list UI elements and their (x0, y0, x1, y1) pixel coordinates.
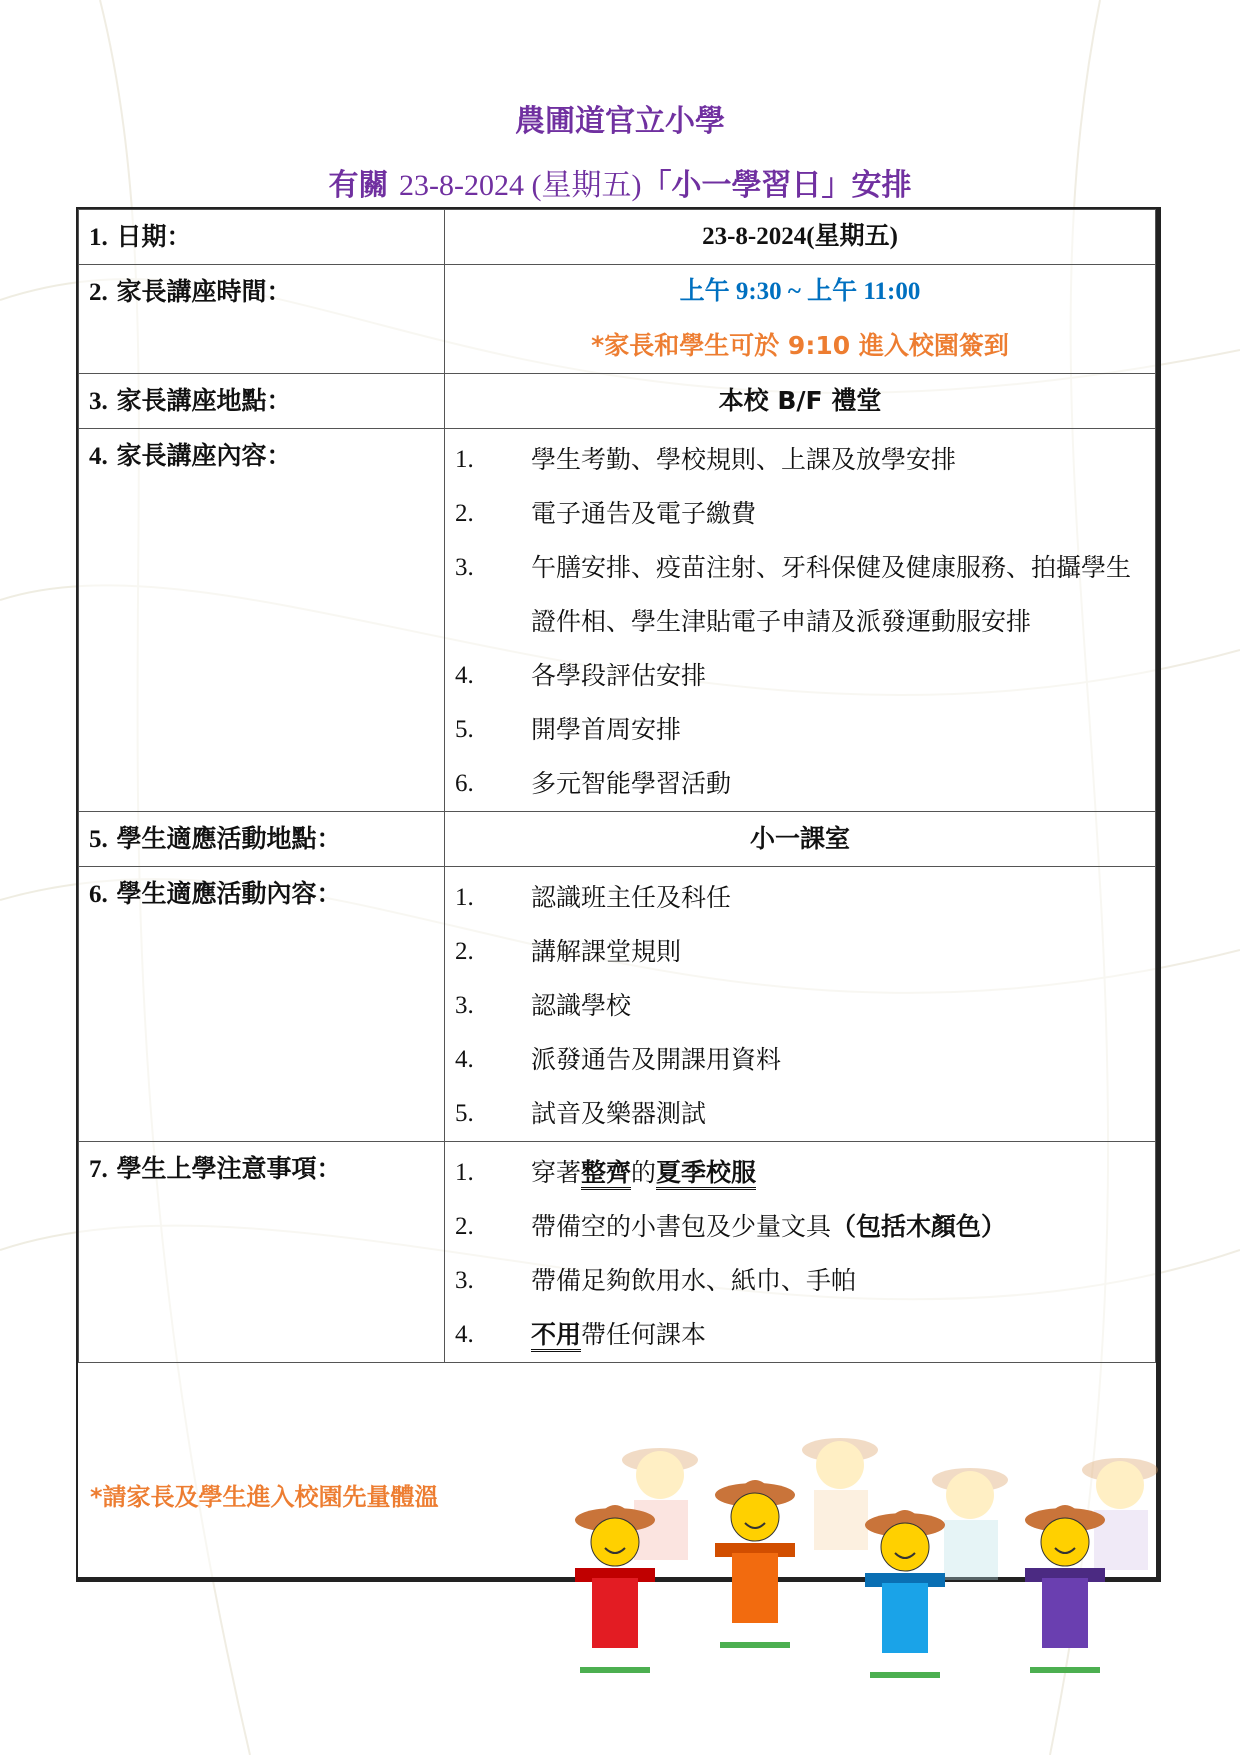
checkin-note: *家長和學生可於 9:10 進入校園簽到 (591, 331, 1009, 360)
list-item: 2. 講解課堂規則 (455, 937, 682, 966)
reminder-list (445, 1142, 1155, 1362)
table-row (79, 374, 1156, 429)
list-item: 2. 帶備空的小書包及少量文具（包括木顏色） (455, 1212, 1007, 1241)
list-item: 1. 學生考勤、學校規則、上課及放學安排 (455, 445, 957, 474)
arrangement-table (78, 209, 1156, 1363)
list-item: 4. 派發通告及開課用資料 (455, 1045, 782, 1074)
row-label: 4. 家長講座內容： (79, 429, 445, 812)
list-item: 5. 試音及樂器測試 (455, 1099, 707, 1128)
list-item: 3. 認識學校 (455, 991, 632, 1020)
activity-content-list (445, 867, 1155, 1141)
list-item: 3. 午膳安排、疫苗注射、牙科保健及健康服務、拍攝學生證件相、學生津貼電子申請及派發運動服安排 (455, 553, 1132, 636)
subtitle-date: 23-8-2024 (星期五) (398, 169, 642, 202)
subtitle-event: 「小一學習日」安排 (641, 168, 912, 203)
row-label: 7. 學生上學注意事項： (79, 1142, 445, 1363)
list-item: 4. 各學段評估安排 (455, 661, 707, 690)
list-item: 3. 帶備足夠飲用水、紙巾、手帕 (455, 1266, 857, 1295)
school-name: 農圃道官立小學 (515, 104, 725, 139)
list-item: 5. 開學首周安排 (455, 715, 682, 744)
arrangement-table-frame (76, 207, 1161, 1582)
activity-venue-value: 小一課室 (445, 812, 1156, 867)
talk-venue-value: 本校 B/F 禮堂 (445, 374, 1156, 429)
subtitle-prefix: 有關 (328, 168, 389, 203)
table-row (79, 867, 1156, 1142)
list-item: 1. 認識班主任及科任 (455, 883, 732, 912)
list-item: 6. 多元智能學習活動 (455, 769, 732, 798)
talk-time-value: 上午 9:30 ~ 上午 11:00 (679, 278, 921, 305)
row-label: 2. 家長講座時間： (79, 265, 445, 374)
row-label: 3. 家長講座地點： (79, 374, 445, 429)
list-item: 1. 穿著整齊的夏季校服 (445, 1146, 1155, 1200)
temperature-note: *請家長及學生進入校園先量體溫 (90, 1483, 439, 1511)
table-row (79, 210, 1156, 265)
talk-content-list (445, 429, 1155, 811)
table-row (79, 1142, 1156, 1363)
table-row (79, 265, 1156, 374)
table-row (79, 429, 1156, 812)
date-value: 23-8-2024(星期五) (445, 210, 1156, 265)
row-label: 1. 日期： (79, 210, 445, 265)
list-item: 4. 不用帶任何課本 (445, 1308, 1155, 1362)
scarecrow-illustration (550, 1420, 1190, 1690)
list-item: 2. 電子通告及電子繳費 (455, 499, 757, 528)
row-label: 5. 學生適應活動地點： (79, 812, 445, 867)
table-row (79, 812, 1156, 867)
row-label: 6. 學生適應活動內容： (79, 867, 445, 1142)
document-subtitle (0, 160, 1240, 204)
